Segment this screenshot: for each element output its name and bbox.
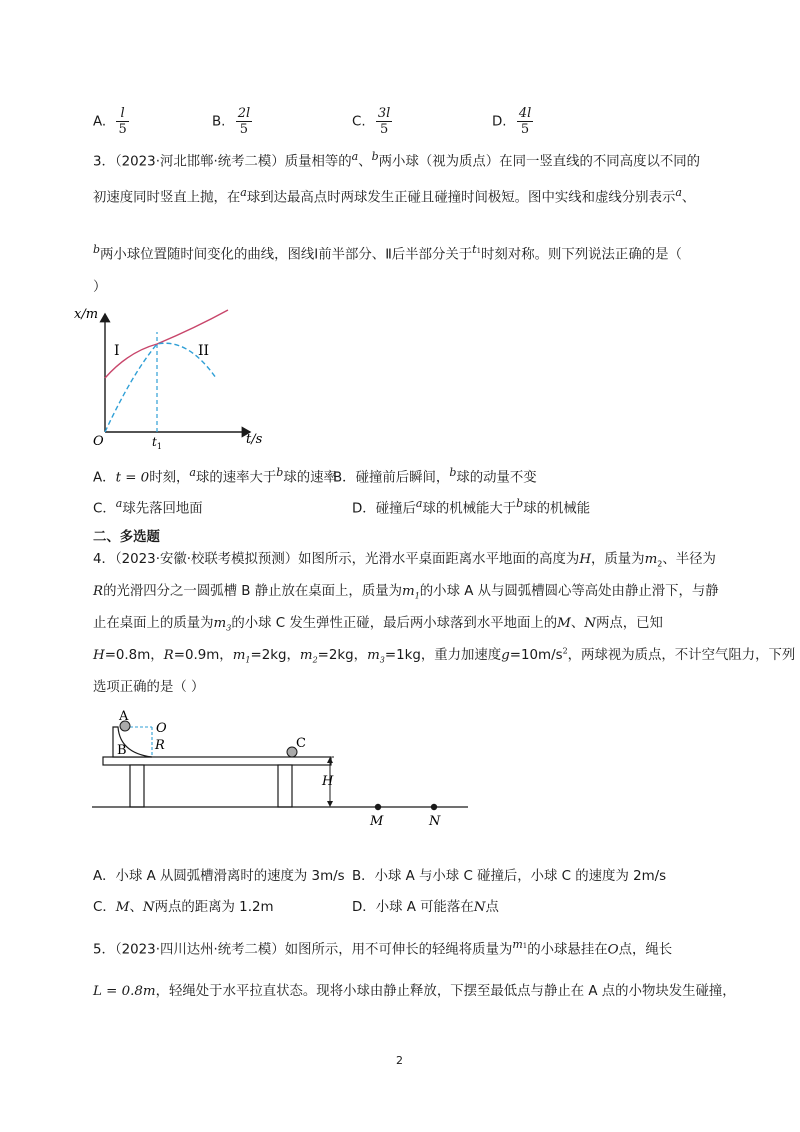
var-a: a: [240, 186, 247, 199]
q5-line-1: [93, 938, 672, 957]
q4-line-2: [93, 580, 719, 601]
q4-option-c: [93, 896, 274, 915]
var-a: a: [115, 497, 123, 510]
option-letter: C．: [93, 501, 116, 517]
text: =0.9m，: [173, 648, 233, 663]
var-N: N: [584, 616, 596, 631]
q4-option-b: B．小球 A 与小球 C 碰撞后，小球 C 的速度为 2m/s: [352, 869, 667, 884]
numerator: 4l: [518, 106, 532, 121]
curve-1-label: I: [114, 343, 120, 359]
var-H: H: [93, 648, 105, 663]
label-r: R: [155, 738, 165, 753]
subscript: 1: [245, 655, 251, 665]
text: 球先落回地面: [122, 501, 203, 517]
text: 、: [129, 900, 143, 915]
var-b: b: [93, 243, 101, 256]
text: B．碰撞前后瞬间，: [333, 470, 450, 486]
point-m: [375, 804, 381, 810]
option-letter: C.: [352, 114, 366, 130]
text: 的光滑四分之一圆弧槽 B 静止放在桌面上，质量为: [103, 584, 402, 599]
text: ，两球视为质点，不计空气阻力，下列: [567, 648, 796, 663]
h-arrow-down: [327, 801, 333, 807]
var-M: M: [115, 900, 130, 915]
curve-1-solid: [105, 310, 228, 378]
label-c: C: [296, 736, 306, 751]
var-a: a: [189, 466, 196, 479]
q2-option-d: [492, 106, 533, 137]
subscript: 3: [226, 623, 232, 633]
y-axis-label: x/m: [74, 307, 99, 322]
fraction: [517, 106, 533, 137]
q4-line-5: 选项正确的是（ ）: [93, 680, 205, 695]
text: 球的速率大于: [195, 470, 277, 486]
denominator: 5: [376, 121, 392, 137]
table-leg-right: [278, 765, 292, 807]
table-top: [103, 757, 331, 765]
q4-line-4: [93, 644, 795, 665]
text: 时刻对称。则下列说法正确的是（: [481, 247, 682, 263]
text: 两点，已知: [596, 616, 663, 631]
text: =1kg，重力加速度: [384, 648, 502, 663]
q3-line-4: ）: [93, 280, 107, 295]
label-m: M: [370, 814, 384, 829]
option-letter: C．: [93, 900, 116, 915]
text: 的小球 A 从与圆弧槽圆心等高处由静止滑下，与静: [419, 584, 719, 599]
text: 初速度同时竖直上抛，在: [93, 190, 241, 206]
subscript: 3: [379, 655, 385, 665]
var-a: a: [675, 186, 682, 199]
var-b: b: [516, 497, 524, 510]
text: 、: [681, 190, 696, 206]
text: =0.8m，: [104, 648, 164, 663]
denominator: 5: [517, 121, 533, 137]
section-heading-multiple-choice: 二、多选题: [93, 530, 160, 545]
text: 两小球位置随时间变化的曲线，图线Ⅰ前半部分、Ⅱ后半部分关于: [100, 247, 473, 263]
var-a: a: [415, 497, 423, 510]
text: （2023·安徽·校联考模拟预测）如图所示，光滑水平桌面距离水平地面的高度为: [114, 552, 580, 567]
x-axis-label: t/s: [246, 432, 263, 447]
point-n: [431, 804, 437, 810]
option-letter: B.: [212, 114, 226, 130]
question-number: 5．: [93, 942, 115, 958]
q4-line-1: [93, 548, 716, 569]
var-m1: [512, 938, 527, 951]
subscript: 1: [476, 247, 482, 255]
var-m: m: [644, 552, 658, 567]
t1-var: t: [152, 435, 157, 449]
q3-option-b: [333, 466, 537, 485]
math-length: L = 0.8m: [93, 984, 156, 999]
text: 、半径为: [662, 552, 716, 567]
text: 、: [570, 616, 585, 631]
text: 球的机械能大于: [422, 501, 517, 517]
option-letter: D.: [492, 114, 507, 130]
text: =2kg，: [317, 648, 368, 663]
label-a: A: [119, 709, 129, 724]
var-m: m: [213, 616, 227, 631]
var-m: m: [402, 584, 415, 599]
var-R: R: [93, 584, 104, 599]
t1-subscript: 1: [156, 442, 162, 450]
label-b: B: [117, 743, 127, 758]
var-b: b: [371, 150, 379, 163]
numerator: l: [120, 106, 125, 121]
q3-option-a: [93, 466, 337, 485]
var-a: a: [351, 150, 359, 163]
question-source: （2023·河北邯郸·统考二模）: [114, 154, 285, 170]
math-t-zero: t = 0: [115, 470, 150, 486]
text: D．小球 A 可能落在: [352, 900, 474, 915]
var-N: N: [142, 900, 155, 915]
text: 两点的距离为 1.2m: [154, 900, 274, 915]
var-m: m: [512, 938, 523, 951]
subscript: 1: [414, 591, 420, 601]
q2-option-a: [93, 106, 129, 137]
denominator: 5: [236, 121, 252, 137]
q4-option-d: [352, 896, 499, 915]
text: 两小球（视为质点）在同一竖直线的不同高度以不同的: [378, 154, 701, 170]
var-O: O: [607, 942, 619, 958]
t1-label: [152, 435, 162, 450]
text: 球到达最高点时两球发生正碰且碰撞时间极短。图中实线和虚线分别表示: [246, 190, 676, 206]
q3-line-2: [93, 186, 695, 205]
text: =2kg，: [250, 648, 300, 663]
q4-option-a: A．小球 A 从圆弧槽滑离时的速度为 3m/s: [93, 869, 345, 884]
denominator: 5: [118, 122, 127, 137]
text: =10m/s: [509, 648, 563, 663]
subscript: 2: [657, 559, 663, 569]
label-n: N: [429, 814, 441, 829]
var-m: m: [232, 648, 246, 663]
text: 点，绳长: [618, 942, 673, 958]
q4-line-3: [93, 612, 663, 633]
text: 的小球 C 发生弹性正碰，最后两小球落到水平地面上的: [231, 616, 558, 631]
q2-option-c: [352, 106, 392, 137]
q5-line-2: [93, 980, 736, 999]
text: 时刻，: [149, 470, 190, 486]
text: 点: [485, 900, 499, 915]
q3-position-time-graph: [70, 300, 290, 450]
var-N: N: [473, 900, 486, 915]
curve-2-label: II: [198, 343, 210, 359]
text: 球的机械能: [523, 501, 591, 517]
numerator: 2l: [237, 106, 251, 121]
text: 质量相等的: [284, 154, 352, 170]
q3-option-c: [93, 497, 203, 516]
text: 球的动量不变: [456, 470, 537, 486]
text: 的小球悬挂在: [527, 942, 608, 958]
option-letter: A.: [93, 114, 107, 130]
label-h: H: [322, 774, 334, 789]
text: D．碰撞后: [352, 501, 416, 517]
q3-line-1: [93, 150, 700, 169]
q4-apparatus-figure: [90, 705, 470, 830]
text: 、: [358, 154, 372, 170]
var-b: b: [449, 466, 457, 479]
var-H: H: [579, 552, 591, 567]
var-t1: [472, 243, 481, 256]
var-M: M: [557, 616, 571, 631]
option-letter: A．: [93, 470, 116, 486]
subscript: 2: [312, 655, 318, 665]
text: ，轻绳处于水平拉直状态。现将小球由静止释放，下摆至最低点与静止在 A 点的小物块发生碰撞，: [155, 984, 736, 999]
var-m: m: [299, 648, 313, 663]
text: 球的速率: [283, 470, 337, 486]
page-number: 2: [396, 1054, 403, 1067]
superscript: 2: [562, 646, 568, 656]
text: （2023·四川达州·统考二模）如图所示，用不可伸长的轻绳将质量为: [114, 942, 513, 958]
var-m: m: [367, 648, 380, 663]
var-R: R: [163, 648, 174, 663]
origin-label: O: [93, 434, 104, 449]
fraction: [376, 106, 392, 137]
var-g: g: [501, 648, 510, 663]
label-o: O: [156, 721, 167, 736]
question-number: 3．: [93, 154, 115, 170]
var-b: b: [276, 466, 284, 479]
var-t: t: [472, 243, 477, 256]
text: ，质量为: [591, 552, 645, 567]
fraction: [236, 106, 252, 137]
numerator: 3l: [377, 106, 391, 121]
table-leg-left: [130, 765, 144, 807]
text: 止在桌面上的质量为: [93, 616, 214, 631]
q2-option-b: [212, 106, 252, 137]
q3-option-d: [352, 497, 590, 516]
q3-line-3: [93, 243, 682, 262]
subscript: 1: [522, 942, 528, 950]
question-number: 4．: [93, 552, 115, 567]
fraction: [116, 106, 128, 137]
